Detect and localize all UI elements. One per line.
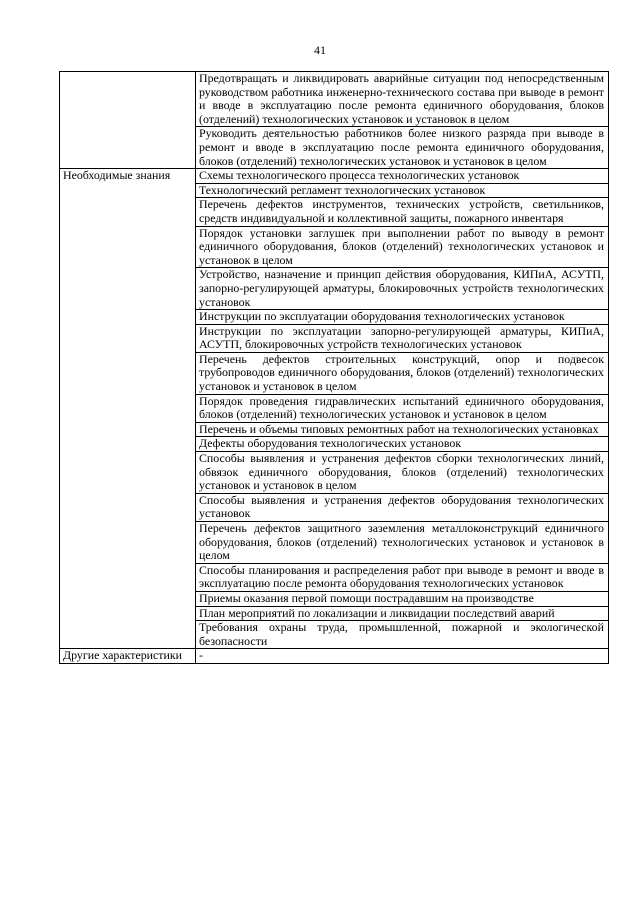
row-content-cell: Инструкции по эксплуатации запорно-регулирующей арматуры, КИПиА, АСУТП, блокировочных устройств технологических установок: [196, 324, 609, 352]
table-row: [60, 72, 609, 127]
row-content-cell: Приемы оказания первой помощи пострадавшим на производстве: [196, 591, 609, 606]
row-content-cell: Устройство, назначение и принцип действия оборудования, КИПиА, АСУТП, запорно-регулирующей арматуры, блокировочных устройств технологических установок: [196, 268, 609, 310]
row-content-cell: Порядок установки заглушек при выполнении работ по выводу в ремонт единичного оборудования, блоков (отделений) технологических установок и установок в целом: [196, 226, 609, 268]
page-number: 41: [314, 43, 326, 57]
row-content-cell: Дефекты оборудования технологических установок: [196, 437, 609, 452]
row-content-cell: Перечень дефектов инструментов, технических устройств, светильников, средств индивидуальной и коллективной защиты, пожарного инвентаря: [196, 198, 609, 226]
specification-table: [59, 71, 609, 664]
row-content-cell: Способы выявления и устранения дефектов оборудования технологических установок: [196, 493, 609, 521]
row-content-cell: Требования охраны труда, промышленной, пожарной и экологической безопасности: [196, 621, 609, 649]
section-label-knowledge: Необходимые знания: [60, 169, 196, 649]
row-content-cell: -: [196, 649, 609, 664]
row-content-cell: Инструкции по эксплуатации оборудования технологических установок: [196, 310, 609, 325]
row-content-cell: Порядок проведения гидравлических испытаний единичного оборудования, блоков (отделений) технологических установок и установок в целом: [196, 394, 609, 422]
section-label-other: Другие характеристики: [60, 649, 196, 664]
row-content-cell: План мероприятий по локализации и ликвидации последствий аварий: [196, 606, 609, 621]
row-content-cell: Руководить деятельностью работников более низкого разряда при выводе в ремонт и вводе в эксплуатацию после ремонта единичного оборудования, блоков (отделений) технологических установок и установок в целом: [196, 127, 609, 169]
row-content-cell: Перечень и объемы типовых ремонтных работ на технологических установках: [196, 422, 609, 437]
row-content-cell: Способы выявления и устранения дефектов сборки технологических линий, обвязок единичного оборудования, блоков (отделений) технологических установок и установок в целом: [196, 452, 609, 494]
table-row: [60, 649, 609, 664]
row-label-cell: [60, 72, 196, 169]
table-row: [60, 169, 609, 184]
row-content-cell: Способы планирования и распределения работ при выводе в ремонт и вводе в эксплуатацию после ремонта оборудования технологических установок: [196, 563, 609, 591]
row-content-cell: Схемы технологического процесса технологических установок: [196, 169, 609, 184]
row-content-cell: Предотвращать и ликвидировать аварийные ситуации под непосредственным руководством работника инженерно-технического состава при выводе в ремонт и вводе в эксплуатацию после ремонта единичного оборудования, блоков (отделений) технологических установок и установок в целом: [196, 72, 609, 127]
row-content-cell: Перечень дефектов строительных конструкций, опор и подвесок трубопроводов единичного оборудования, блоков (отделений) технологических установок и установок в целом: [196, 352, 609, 394]
row-content-cell: Перечень дефектов защитного заземления металлоконструкций единичного оборудования, блоков (отделений) технологических установок и установок в целом: [196, 522, 609, 564]
row-content-cell: Технологический регламент технологических установок: [196, 183, 609, 198]
